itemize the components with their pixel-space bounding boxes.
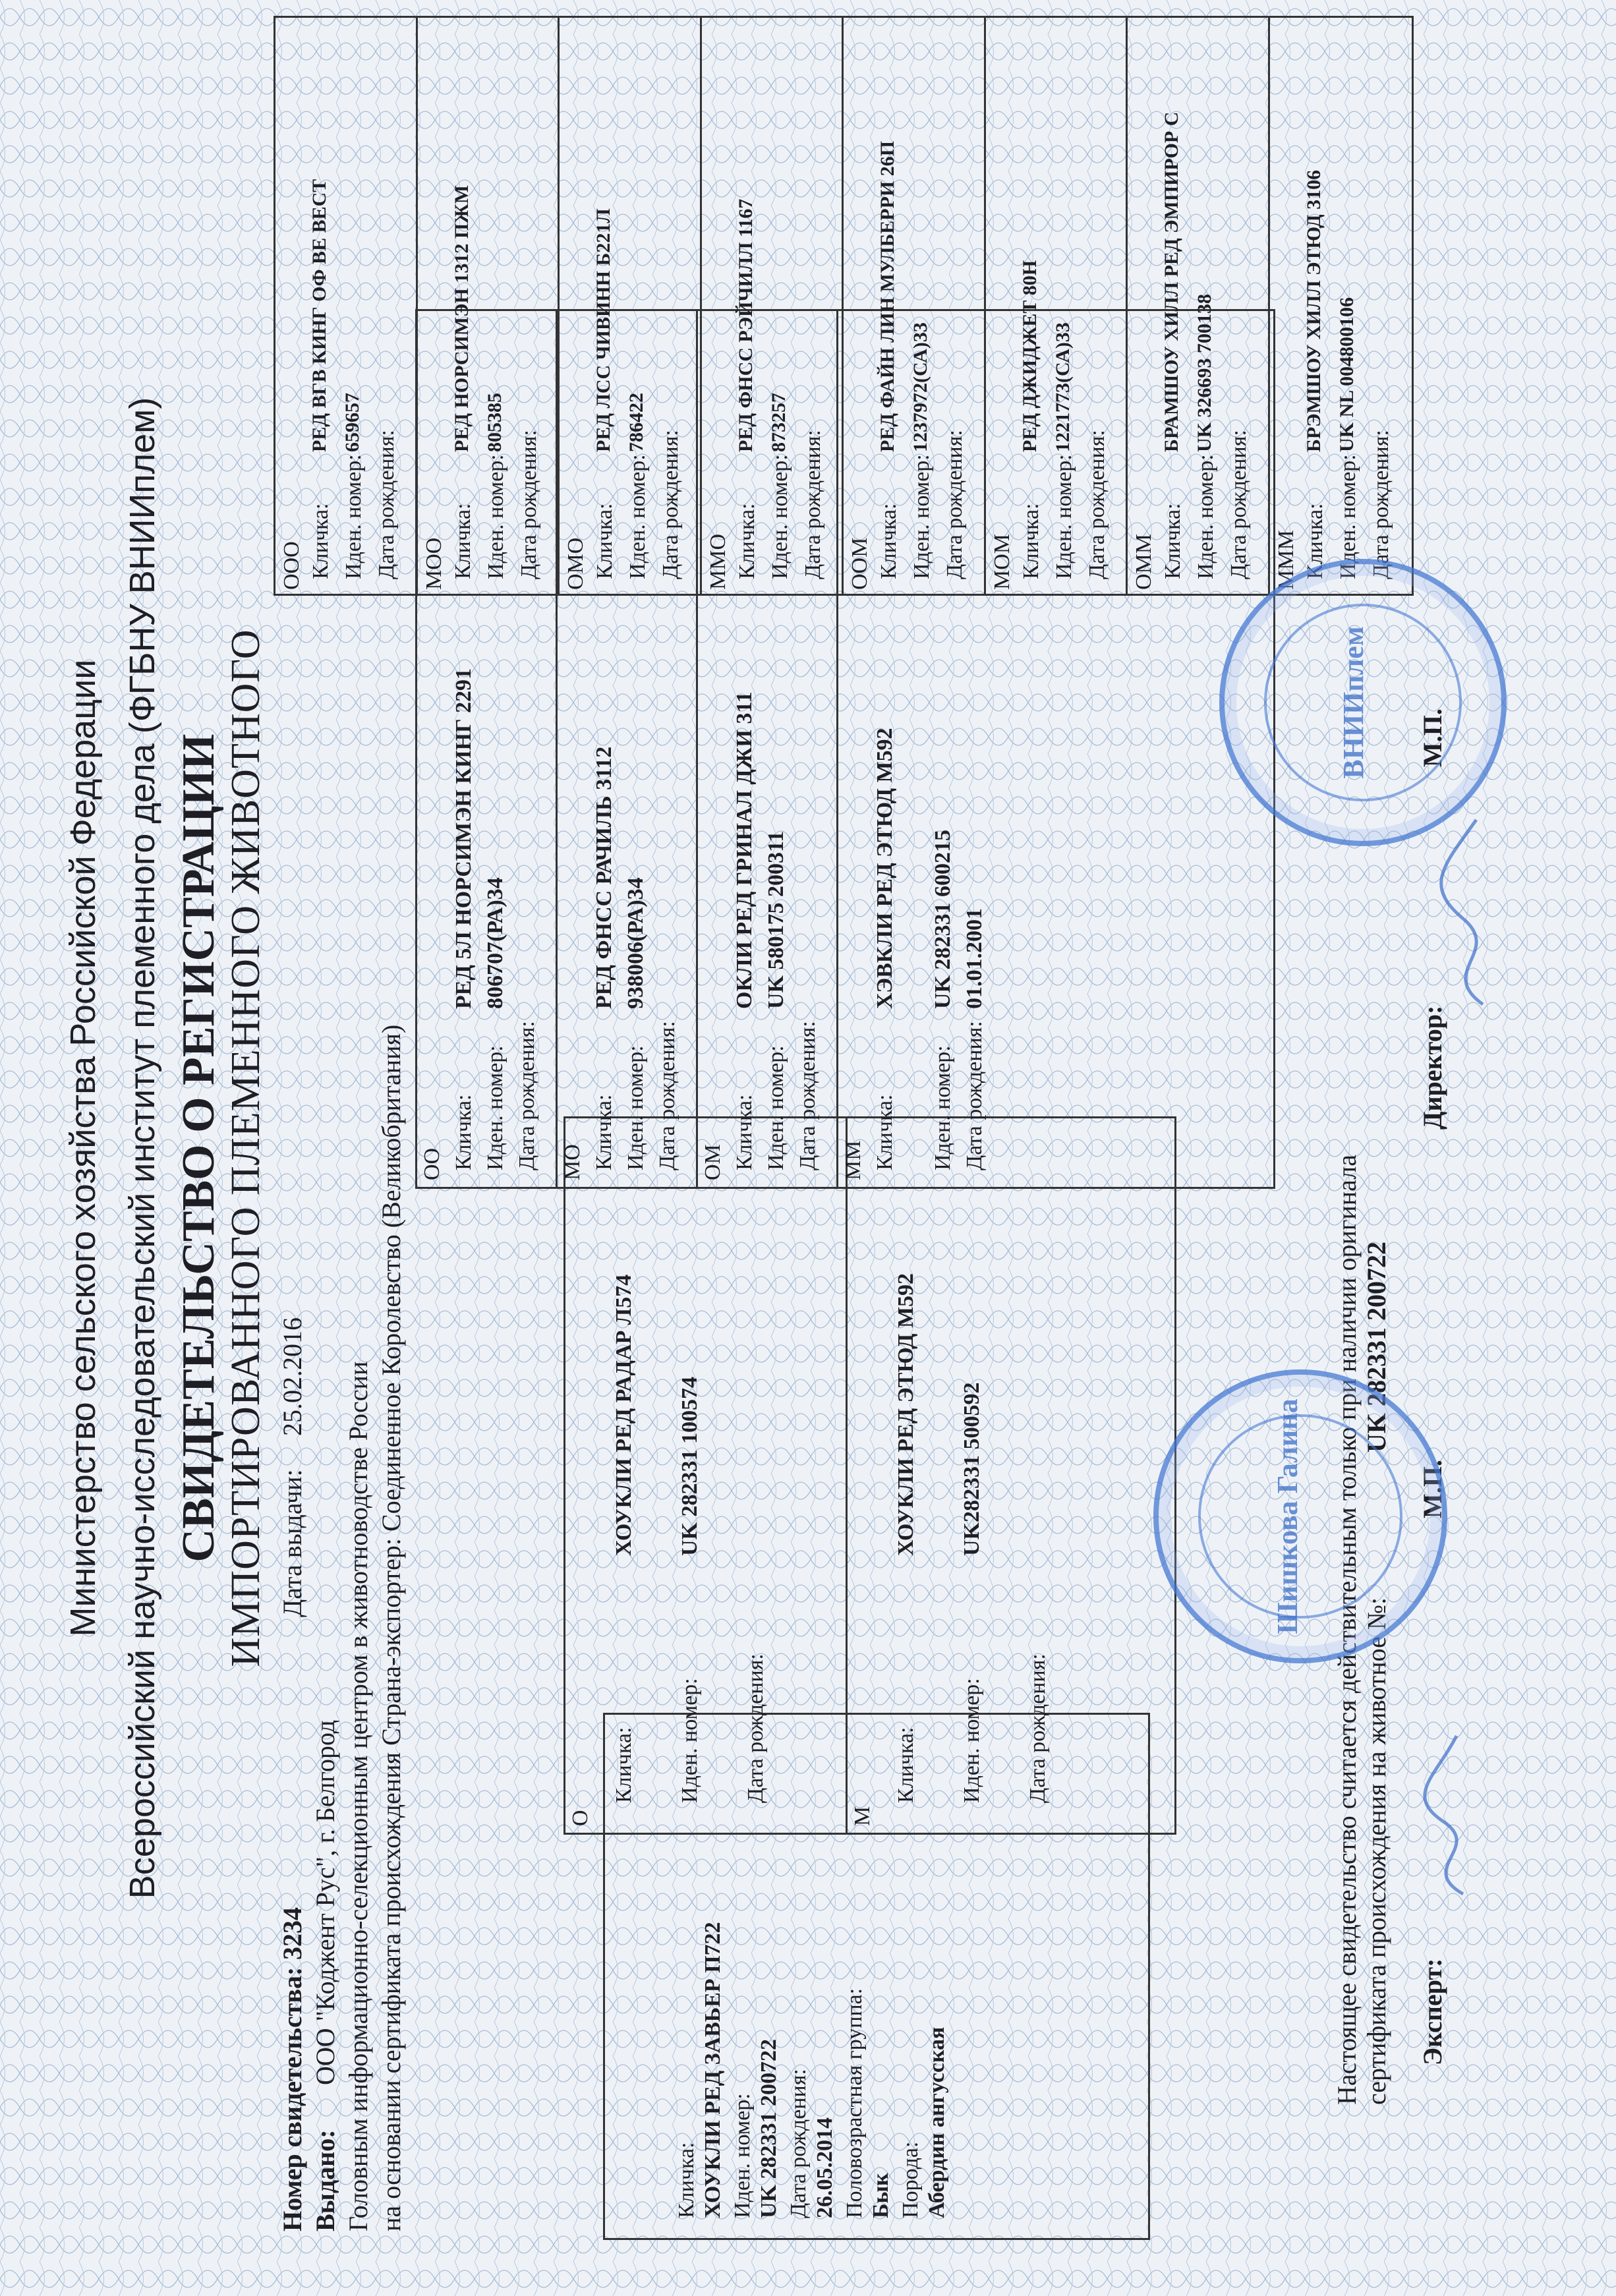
great-grandparent-id-label: Иден. номер: [767, 454, 792, 579]
great-grandparent-birth-label: Дата рождения: [1368, 430, 1393, 579]
parent-name-label: Кличка: [894, 1727, 918, 1803]
great-grandparent-id: 1237972(СА)33 [909, 322, 931, 452]
great-grandparent-code: ММО [705, 533, 730, 590]
great-grandparent-name-label: Кличка: [734, 503, 759, 579]
great-grandparent-name: БРЭМШОУ ХИЛЛ ЭТЮД 3106 [1302, 169, 1325, 452]
grandparent-name: ОКЛИ РЕД ГРИНАЛ ДЖИ 311 [732, 691, 757, 1009]
animal-id-label: Иден. номер: [730, 2093, 755, 2218]
great-grandparent-id-label: Иден. номер: [909, 454, 934, 579]
director-seal-mark: М.П. [1418, 708, 1447, 767]
great-grandparent-cell [844, 18, 986, 594]
great-grandparent-id: UK 326693 700138 [1194, 294, 1215, 452]
grandparent-name: РЕД 5Л НОРСИМЭН КИНГ 2291 [451, 668, 476, 1009]
great-grandparent-name-label: Кличка: [877, 503, 901, 579]
great-grandparent-id-label: Иден. номер: [1051, 454, 1076, 579]
grandparent-id: UK 580175 200311 [764, 830, 788, 1009]
expert-signature [1410, 1729, 1489, 1901]
issue-date-label: Дата выдачи: [277, 1469, 307, 1617]
grandparent-code: ОО [420, 1147, 444, 1180]
great-grandparent-cell [275, 18, 418, 594]
director-stamp-text: ВНИИплем [1337, 626, 1370, 779]
parent-name-label: Кличка: [612, 1727, 636, 1803]
director-stamp [1219, 559, 1507, 846]
origin-cert-number: UK 282331 200722 [1362, 1242, 1391, 1452]
grandparent-code: ММ [841, 1140, 865, 1180]
great-grandparent-id: 659657 [341, 393, 363, 452]
great-grandparent-code: ООМ [848, 537, 872, 590]
animal-breed: Абердин ангусская [925, 2026, 949, 2218]
grandparent-id: 938006(РА)34 [623, 877, 648, 1009]
expert-stamp-text: Шишкова Галина [1271, 1398, 1304, 1634]
grandparent-birth-label: Дата рождения: [655, 1021, 679, 1170]
animal-birth-label: Дата рождения: [786, 2069, 811, 2218]
issued-label: Выдано: [310, 2129, 340, 2231]
great-grandparent-birth-label: Дата рождения: [658, 430, 683, 579]
great-grandparent-cell [702, 18, 844, 594]
parent-code: М [850, 1806, 875, 1826]
grandparent-id: UK 282331 600215 [931, 830, 955, 1009]
grandparent-id: 806707(РА)34 [483, 877, 507, 1009]
great-grandparent-name-label: Кличка: [1018, 503, 1043, 579]
great-grandparent-id: 873257 [767, 393, 790, 452]
grandparent-name-label: Кличка: [873, 1094, 897, 1170]
number-label: Номер свидетельства: [277, 1966, 307, 2231]
great-grandparent-birth-label: Дата рождения: [942, 430, 967, 579]
great-grandparent-name-label: Кличка: [450, 503, 475, 579]
grandparent-id-label: Иден. номер: [931, 1045, 955, 1170]
great-grandparent-id: 1221773(СА)33 [1051, 322, 1074, 452]
parent-name: ХОУКЛИ РЕД РАДАР Л574 [612, 1274, 636, 1556]
expert-stamp [1153, 1369, 1447, 1663]
parents-box [563, 1116, 1176, 1835]
great-grandparent-id-label: Иден. номер: [1194, 454, 1218, 579]
great-grandparent-id-label: Иден. номер: [1335, 454, 1360, 579]
parent-name: ХОУКЛИ РЕД ЭТЮД М592 [894, 1273, 918, 1556]
animal-birth: 26.05.2014 [813, 2117, 837, 2218]
great-grandparent-name: РЕД НОРСИМЭН 1312 ПЖМ [450, 185, 473, 452]
great-grandparent-birth-label: Дата рождения: [374, 430, 399, 579]
great-grandparent-id: UK NL 004800106 [1335, 297, 1358, 452]
grandparent-code: МО [560, 1144, 585, 1180]
expert-seal-mark: М.П. [1418, 1460, 1447, 1518]
parent-sire [565, 1118, 848, 1833]
great-grandparent-name: РЕД ФНСС РЭЙЧИЛЛ 1167 [734, 198, 757, 452]
ministry-title: Министерство сельского хозяйства Российской Федерации [63, 659, 103, 1637]
grandparent-name: ХЭВКЛИ РЕД ЭТЮД М592 [873, 728, 897, 1009]
great-grandparents-box [274, 16, 1414, 596]
great-grandparent-name-label: Кличка: [592, 503, 617, 579]
validity-note-1: Настоящее свидетельство считается действительным только при наличии оригинала [1332, 1155, 1362, 2105]
great-grandparent-code: МОМ [989, 533, 1014, 590]
great-grandparent-code: МММ [1273, 530, 1298, 590]
great-grandparent-name-label: Кличка: [1161, 503, 1185, 579]
certificate-subtitle: ИМПОРТИРОВАННОГО ПЛЕМЕННОГО ЖИВОТНОГО [223, 629, 268, 1667]
parent-id: UK 282331 100574 [678, 1377, 702, 1556]
great-grandparent-birth-label: Дата рождения: [800, 430, 825, 579]
great-grandparent-cell [560, 18, 702, 594]
parent-id-label: Иден. номер: [678, 1678, 702, 1803]
parent-id-label: Иден. номер: [960, 1678, 984, 1803]
great-grandparent-name-label: Кличка: [1302, 503, 1327, 579]
expert-label: Эксперт: [1418, 1958, 1447, 2065]
great-grandparent-name: РЕД ЛСС ЧИВИНН Б221Л [592, 208, 614, 452]
grandparent-birth: 01.01.2001 [962, 908, 987, 1009]
great-grandparent-birth-label: Дата рождения: [1226, 430, 1251, 579]
great-grandparent-code: ООО [279, 541, 304, 590]
grandparent-id-label: Иден. номер: [483, 1045, 507, 1170]
issuer-line: Головным информационно-селекционным центром в животноводстве России [343, 1361, 373, 2231]
parent-birth-label: Дата рождения: [743, 1653, 768, 1803]
certificate-number: 3234 [277, 1907, 307, 1960]
great-grandparent-name-label: Кличка: [308, 503, 333, 579]
parent-birth-label: Дата рождения: [1025, 1653, 1050, 1803]
certificate-title: СВИДЕТЕЛЬСТВО О РЕГИСТРАЦИИ [173, 733, 224, 1563]
institute-title: Всероссийский научно-исследовательский институт племенного дела (ФГБНУ ВНИИплем) [123, 397, 162, 1899]
grandparent-birth-label: Дата рождения: [795, 1021, 820, 1170]
grandparent-id-label: Иден. номер: [623, 1045, 648, 1170]
great-grandparent-id: 805385 [483, 393, 505, 452]
great-grandparent-birth-label: Дата рождения: [1084, 430, 1109, 579]
grandparent-name-label: Кличка: [451, 1094, 476, 1170]
animal-name-label: Кличка: [674, 2142, 699, 2218]
great-grandparent-name: РЕД ДЖИДЖЕТ 80Н [1018, 260, 1041, 452]
great-grandparent-name: БРАМШОУ ХИЛЛ РЕД ЭМПИРОР С [1161, 111, 1182, 452]
animal-sex: Бык [869, 2173, 893, 2218]
issue-date: 25.02.2016 [277, 1317, 307, 1436]
parent-dam [848, 1118, 1174, 1833]
director-signature [1424, 813, 1516, 1011]
great-grandparent-id-label: Иден. номер: [625, 454, 650, 579]
parent-code: О [568, 1810, 592, 1826]
great-grandparent-cell [1128, 18, 1270, 594]
validity-note-2: сертификата происхождения на животное №: [1362, 1597, 1391, 2105]
great-grandparent-id-label: Иден. номер: [483, 454, 508, 579]
great-grandparent-cell [418, 18, 560, 594]
great-grandparent-id: 786422 [625, 393, 647, 452]
animal-name: ХОУКЛИ РЕД ЗАВЬЕР П722 [701, 1922, 725, 2218]
basis-line: на основании сертификата происхождения Страна-экспортер: Соединенное Королевство (Великобритания) [376, 1024, 406, 2231]
animal-sex-label: Половозрастная группа: [842, 1988, 867, 2218]
great-grandparent-name: РЕД ВГВ КИНГ ОФ ВЕ ВЕСТ [308, 179, 330, 452]
great-grandparent-code: МОО [421, 537, 446, 590]
grandparent-birth-label: Дата рождения: [962, 1021, 987, 1170]
great-grandparent-code: ОММ [1132, 533, 1156, 590]
great-grandparent-cell [986, 18, 1128, 594]
parent-id: UK282331 500592 [960, 1382, 984, 1556]
great-grandparent-birth-label: Дата рождения: [516, 430, 541, 579]
animal-id: UK 282331 200722 [757, 2039, 781, 2218]
grandparent-birth-label: Дата рождения: [515, 1021, 539, 1170]
animal-breed-label: Порода: [898, 2141, 923, 2218]
grandparent-name: РЕД ФНСС РАЧИЛЬ 3112 [592, 746, 616, 1009]
great-grandparent-code: ОМО [563, 537, 588, 590]
grandparent-name-label: Кличка: [732, 1094, 757, 1170]
grandparent-code: ОМ [701, 1144, 725, 1180]
issued-to: ООО "Коджент Рус", г. Белгород [310, 1719, 340, 2085]
great-grandparent-id-label: Иден. номер: [341, 454, 366, 579]
grandparent-id-label: Иден. номер: [764, 1045, 788, 1170]
director-label: Директор: [1418, 1005, 1447, 1130]
great-grandparent-cell [1270, 18, 1412, 594]
great-grandparent-name: РЕД ФАЙН ЛИН МУЛБЕРРИ 26П [877, 140, 898, 452]
grandparent-name-label: Кличка: [592, 1094, 616, 1170]
